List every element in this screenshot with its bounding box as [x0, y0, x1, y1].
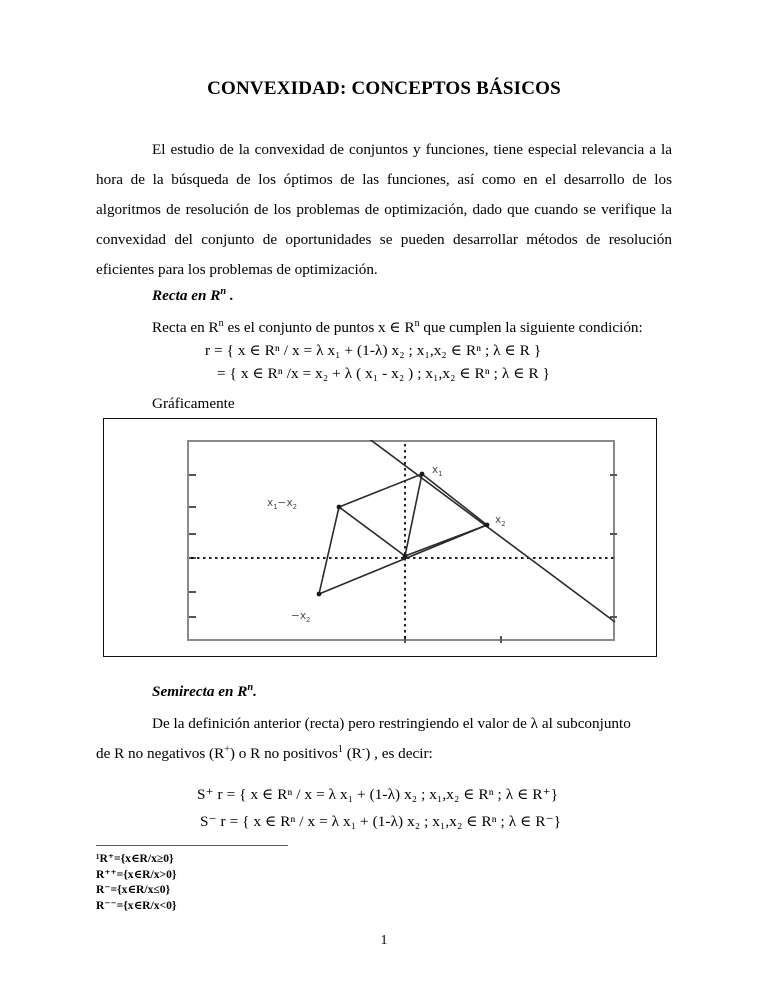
section-heading-semirecta-suffix: .: [253, 683, 257, 700]
recta-def-part-b: es el conjunto de puntos x ∈ R: [223, 319, 415, 336]
figure-label-negx2-base: x: [299, 610, 307, 622]
figure-label-x1mx2-sub-b: 2: [292, 503, 298, 512]
section-heading-recta-sup: n: [220, 285, 227, 297]
figure-label-x1: [432, 464, 443, 479]
section-heading-semirecta: [152, 683, 257, 701]
figure-label-x1mx2-base-b: x: [286, 497, 293, 509]
recta-formula-line-2: = { x ∈ Rⁿ /x = x₂ + λ ( x₁ - x₂ ) ; x₁,x₂ ∈ Rⁿ ; λ ∈ R }: [217, 365, 550, 382]
section-heading-recta-text: Recta en R: [152, 287, 221, 304]
figure-label-negx2-sub: 2: [306, 616, 311, 625]
semirecta-lead-line-1: De la definición anterior (recta) pero restringiendo el valor de λ al subconjunto: [152, 715, 631, 732]
footnote-line-2: R⁺⁺={x∈R/x>0}: [96, 867, 177, 881]
vector-construction: [319, 474, 487, 594]
recta-def-part-c: que cumplen la siguiente condición:: [419, 319, 643, 336]
axis-ticks-left: [189, 475, 196, 617]
recta-def-sup-1: n: [218, 317, 224, 329]
section-heading-semirecta-text: Semirecta en R: [152, 683, 248, 700]
semirecta-l2-d: ) , es decir:: [365, 745, 433, 762]
figure-label-x1-minus-x2: [267, 497, 298, 512]
semirecta-l2-sup-minus: -: [361, 743, 366, 755]
footnote-line-1: ¹R⁺={x∈R/x≥0}: [96, 852, 174, 865]
figure-label-x1mx2-base-a: x: [267, 497, 274, 509]
semirecta-l2-sup-plus: +: [224, 743, 230, 755]
footnote-marker: 1: [337, 743, 343, 755]
semirecta-l2-b: ) o R no positivos: [229, 745, 338, 762]
page-number: 1: [380, 932, 388, 947]
recta-formula-line-1: r = { x ∈ Rⁿ / x = λ x₁ + (1-λ) x₂ ; x₁,x₂ ∈ Rⁿ ; λ ∈ R }: [205, 342, 542, 359]
section-heading-recta-suffix: .: [226, 287, 234, 304]
figure-label-x1-base: x: [432, 464, 439, 476]
figure-label-x1-sub: 1: [438, 470, 443, 479]
figure-frame: [103, 418, 657, 657]
semirecta-formula-line-2: S⁻ r = { x ∈ Rⁿ / x = λ x₁ + (1-λ) x₂ ; x₁,x₂ ∈ Rⁿ ; λ ∈ R⁻}: [200, 813, 562, 830]
axis-ticks-right: [610, 475, 617, 617]
intro-paragraph: El estudio de la convexidad de conjuntos y funciones, tiene especial relevancia a la hora de la búsqueda de los óptimos de las funciones, así como en el desarrollo de los algoritmos de resolución de los problemas de optimización, dado que cuando se verifique la convexidad del conjunto de oportunidades se pueden desarrollar métodos de resolución eficientes para los problemas de optimización.: [96, 141, 672, 278]
semirecta-lead-line-2: [96, 739, 433, 769]
figure-label-x2: [495, 514, 506, 529]
semirecta-l2-c: (R: [342, 745, 362, 762]
recta-def-part-a: Recta en R: [152, 319, 219, 336]
figure-label-x2-base: x: [495, 514, 502, 526]
recta-def-sup-2: n: [414, 317, 420, 329]
page-title: CONVEXIDAD: CONCEPTOS BÁSICOS: [207, 78, 561, 99]
figure-label-negx2-minus: −: [291, 610, 300, 622]
section-heading-semirecta-sup: n: [247, 681, 254, 693]
recta-definition-line: [152, 313, 643, 343]
figure-plot-box: [187, 440, 615, 641]
figure-label-x2-sub: 2: [501, 520, 506, 529]
semirecta-formula-line-1: S⁺ r = { x ∈ Rⁿ / x = λ x₁ + (1-λ) x₂ ; x₁,x₂ ∈ Rⁿ ; λ ∈ R⁺}: [197, 786, 559, 803]
figure-label-x1mx2-minus: −: [277, 497, 287, 509]
footnote-block: [96, 851, 177, 913]
semirecta-l2-a: de R no negativos (R: [96, 745, 225, 762]
graphically-label: Gráficamente: [152, 395, 235, 412]
section-heading-recta: [152, 287, 234, 305]
axis-ticks-bottom: [405, 636, 501, 643]
footnote-line-3: R⁻={x∈R/x≤0}: [96, 883, 171, 896]
footnote-line-4: R⁻⁻={x∈R/x<0}: [96, 898, 177, 912]
figure-diagram: [187, 440, 619, 645]
footnote-separator: [96, 845, 288, 846]
figure-label-neg-x2: [291, 610, 311, 625]
figure-label-x1mx2-sub-a: 1: [273, 503, 278, 512]
